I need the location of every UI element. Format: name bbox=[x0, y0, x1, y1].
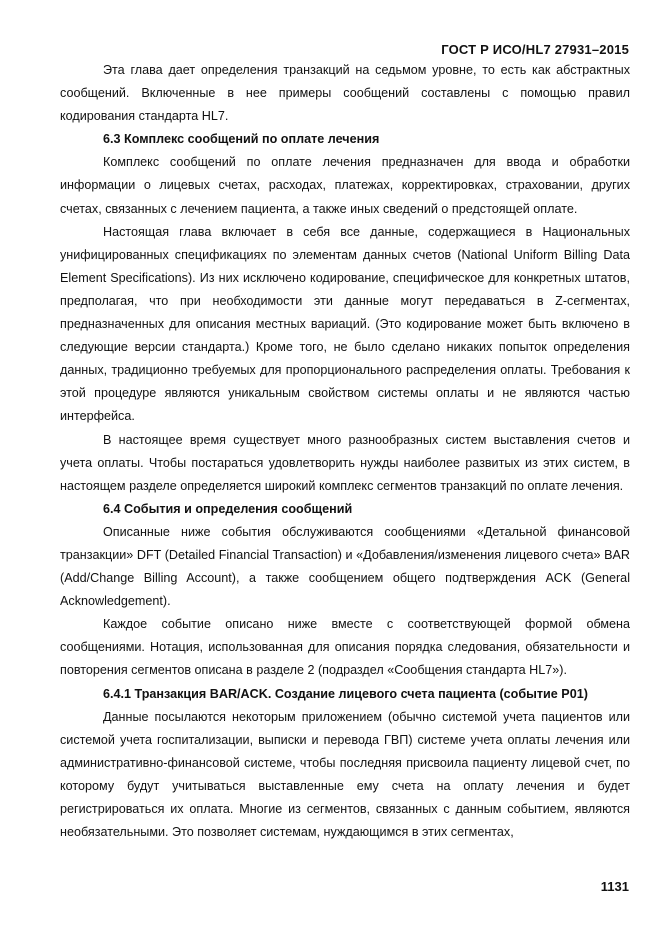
intro-paragraph: Эта глава дает определения транзакций на седьмом уровне, то есть как абстрактных сообщений. Включенные в нее примеры сообщений составлены с помощью правил кодирования стандарта HL7. bbox=[60, 63, 630, 124]
section-6-4-1-heading: 6.4.1 Транзакция BAR/ACK. Создание лицевого счета пациента (событие P01) bbox=[103, 686, 588, 701]
section-6-3-paragraph-2: Настоящая глава включает в себя все данные, содержащиеся в Национальных унифицированных спецификациях по элементам данных счетов (National Uniform Billing Data Element Specifications). Из них исключено кодирование, специфическое для конкретных штатов, предполагая, что при необходимости эти данные могут передаваться в Z-сегментах, предназначенных для описания местных вариаций. (Это кодирование может быть включено в следующие версии стандарта.) Кроме того, не было сделано никаких попыток определения данных, традиционно требуемых для пропорционального распределения оплаты. Требования к этой процедуре являются уникальным свойством системы оплаты и не являются частью интерфейса. bbox=[60, 224, 630, 424]
section-6-4-1-paragraph-1: Данные посылаются некоторым приложением (обычно системой учета пациентов или системой учета госпитализации, выписки и перевода ГВП) системе учета оплаты лечения или административно-финансовой системе, чтобы последняя присвоила пациенту лицевой счет, по которому будут учитываться выставленные ему счета на оплату лечения и будет регистрироваться их оплата. Многие из сегментов, связанных с данным событием, являются необязательными. Это позволяет системам, нуждающимся в этих сегментах, bbox=[60, 709, 630, 840]
page-content bbox=[60, 59, 630, 844]
section-6-3-heading: 6.3 Комплекс сообщений по оплате лечения bbox=[103, 132, 380, 147]
section-6-4-paragraph-2: Каждое событие описано ниже вместе с соответствующей формой обмена сообщениями. Нотация, использованная для описания порядка следования, обязательности и повторения сегментов описана в разделе 2 (подраздел «Сообщения стандарта HL7»). bbox=[60, 617, 630, 678]
standard-header: ГОСТ Р ИСО/HL7 27931–2015 bbox=[441, 42, 629, 57]
section-6-4-heading: 6.4 События и определения сообщений bbox=[103, 501, 353, 516]
section-6-3-paragraph-3: В настоящее время существует много разнообразных систем выставления счетов и учета оплаты. Чтобы постараться удовлетворить нужды наиболее развитых из этих систем, в настоящем разделе определяется широкий комплекс сегментов транзакций по оплате лечения. bbox=[60, 432, 630, 493]
page-number: 1131 bbox=[600, 879, 629, 894]
section-6-4-paragraph-1: Описанные ниже события обслуживаются сообщениями «Детальной финансовой транзакции» DFT (Detailed Financial Transaction) и «Добавления/изменения лицевого счета» BAR (Add/Change Billing Account), а также сообщением общего подтверждения ACK (General Acknowledgement). bbox=[60, 524, 630, 609]
section-6-3-paragraph-1: Комплекс сообщений по оплате лечения предназначен для ввода и обработки информации о лицевых счетах, расходах, платежах, корректировках, страховании, других счетах, связанных с лечением пациента, а также иных сведений о предстоящей оплате. bbox=[60, 155, 630, 216]
